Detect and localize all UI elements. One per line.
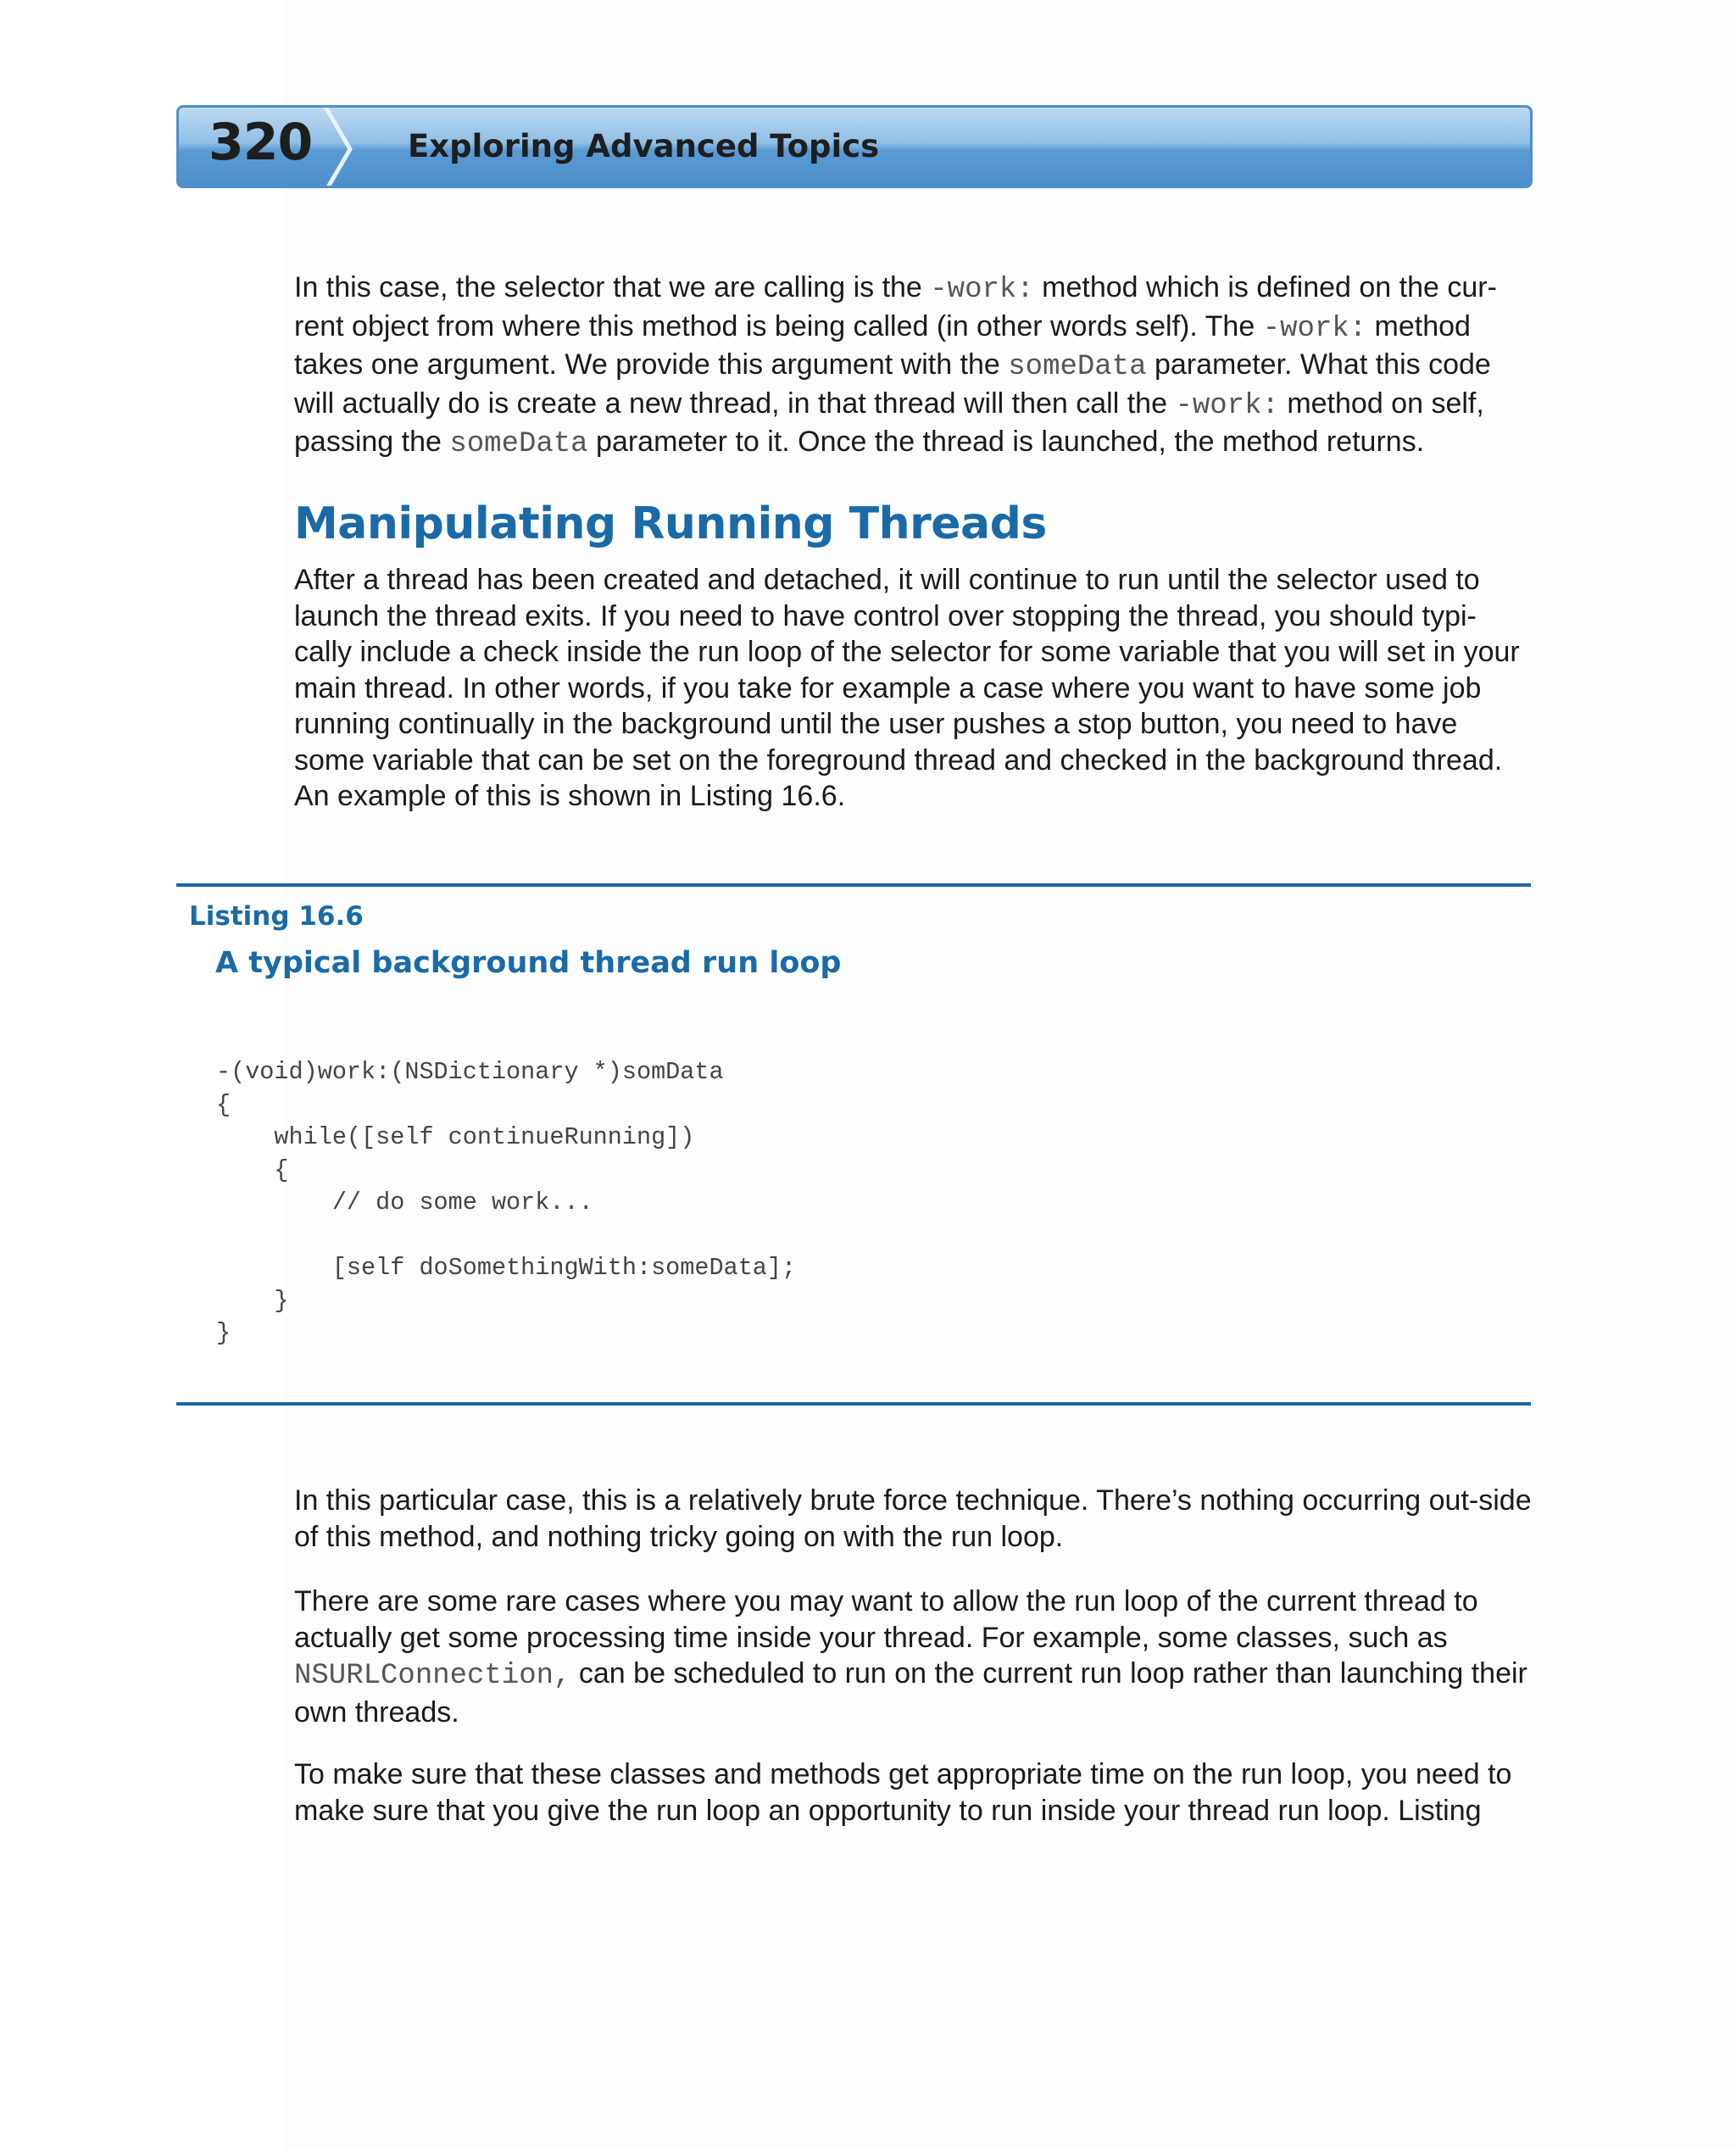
listing-bottom-rule — [176, 1402, 1531, 1406]
inline-code: -work: — [1262, 312, 1367, 345]
listing-title: A typical background thread run loop — [215, 946, 842, 980]
code-listing — [216, 1056, 796, 1350]
code-line: } — [216, 1319, 231, 1347]
chapter-title: Exploring Advanced Topics — [408, 128, 880, 164]
code-line: { — [216, 1090, 231, 1119]
paragraph-run-loop: There are some rare cases where you may want to allow the run loop of the current thread to actually get some processing time inside your thread. For example, some classes, such as NSURLConnection, can be scheduled to run on the current run loop rather than launching their own threads. — [294, 1585, 1527, 1729]
section-heading: Manipulating Running Threads — [294, 498, 1047, 549]
paragraph-brute-force: In this particular case, this is a relatively brute force technique. There’s nothing occurring out-side of this method, and nothing tricky going on with the run loop. — [294, 1484, 1532, 1553]
code-line: -(void)work:(NSDictionary *)somData — [216, 1058, 724, 1086]
page-number: 320 — [209, 113, 313, 172]
code-line: while([self continueRunning]) — [216, 1123, 695, 1151]
listing-label: Listing 16.6 — [189, 901, 364, 932]
header-chevron-icon — [316, 105, 367, 188]
code-line: [self doSomethingWith:someData]; — [216, 1254, 797, 1282]
code-line: // do some work... — [216, 1189, 593, 1216]
inline-code: NSURLConnection, — [294, 1660, 571, 1692]
running-header — [176, 105, 1533, 188]
inline-code: someData — [449, 428, 588, 460]
code-line: } — [216, 1286, 289, 1315]
listing-top-rule — [176, 883, 1531, 887]
inline-code: someData — [1008, 351, 1147, 383]
inline-code: -work: — [1175, 389, 1279, 422]
code-line — [216, 1220, 796, 1253]
intro-paragraph: In this case, the selector that we are calling is the -work: method which is defined on the cur-rent object from where this method is being called (in other words self). The -work: method takes one argument. We provide this argument with the someData parameter. What this code will actually do is create a new thread, in that thread will then call the -work: method on self, passing the someData parameter to it. Once the thread is launched, the method returns. — [294, 271, 1497, 460]
paragraph-appropriate-time: To make sure that these classes and methods get appropriate time on the run loop, you need to make sure that you give the run loop an opportunity to run inside your thread run loop. Listing — [294, 1758, 1512, 1827]
code-line: { — [216, 1155, 289, 1184]
section-paragraph: After a thread has been created and detached, it will continue to run until the selector used to launch the thread exits. If you need to have control over stopping the thread, you should typi-cally include a check inside the run loop of the selector for some variable that you will set in your main thread. In other words, if you take for example a case where you want to have some job running continually in the background until the user pushes a stop button, you need to have some variable that can be set on the foreground thread and checked in the background thread. An example of this is shown in Listing 16.6. — [294, 564, 1520, 812]
inline-code: -work: — [930, 274, 1034, 306]
